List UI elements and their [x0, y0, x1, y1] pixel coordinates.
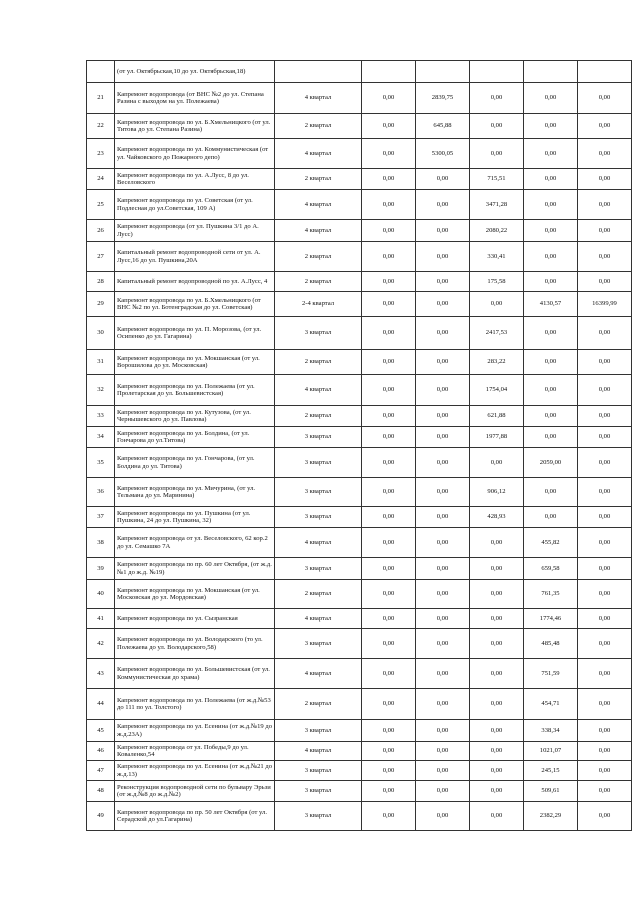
value-cell: 0,00	[524, 242, 578, 272]
table-row	[87, 350, 632, 375]
value-cell: 2080,22	[470, 220, 524, 242]
row-number-cell: 25	[87, 190, 115, 220]
value-cell	[362, 61, 416, 83]
value-cell: 0,00	[578, 629, 632, 659]
value-cell: 0,00	[578, 689, 632, 720]
value-cell: 1977,88	[470, 427, 524, 448]
value-cell: 0,00	[470, 114, 524, 139]
quarter-cell: 3 квартал	[275, 629, 362, 659]
value-cell: 0,00	[362, 169, 416, 190]
table-row	[87, 478, 632, 507]
value-cell: 0,00	[416, 558, 470, 580]
value-cell: 0,00	[362, 242, 416, 272]
row-number-cell: 47	[87, 761, 115, 781]
description-cell: (от ул. Октябрьская,10 до ул. Октябрьская,18)	[115, 61, 275, 83]
quarter-cell: 3 квартал	[275, 761, 362, 781]
quarter-cell: 2 квартал	[275, 580, 362, 609]
description-cell: Капремонт водопровода (от ул. Пушкина 3/1 до А. Лусс)	[115, 220, 275, 242]
quarter-cell: 3 квартал	[275, 427, 362, 448]
value-cell: 0,00	[416, 659, 470, 689]
row-number-cell: 48	[87, 781, 115, 802]
value-cell: 509,61	[524, 781, 578, 802]
value-cell: 761,35	[524, 580, 578, 609]
quarter-cell: 2 квартал	[275, 169, 362, 190]
row-number-cell: 40	[87, 580, 115, 609]
table-row	[87, 802, 632, 831]
value-cell: 0,00	[416, 781, 470, 802]
value-cell: 338,34	[524, 720, 578, 742]
row-number-cell: 32	[87, 375, 115, 406]
value-cell: 0,00	[578, 580, 632, 609]
value-cell: 0,00	[578, 742, 632, 761]
value-cell: 0,00	[416, 528, 470, 558]
row-number-cell: 45	[87, 720, 115, 742]
value-cell: 330,41	[470, 242, 524, 272]
value-cell: 2382,29	[524, 802, 578, 831]
table-row	[87, 220, 632, 242]
row-number-cell: 23	[87, 139, 115, 169]
value-cell: 0,00	[416, 609, 470, 629]
value-cell: 0,00	[362, 350, 416, 375]
row-number-cell	[87, 61, 115, 83]
value-cell: 0,00	[362, 292, 416, 317]
row-number-cell: 28	[87, 272, 115, 292]
value-cell: 0,00	[524, 375, 578, 406]
value-cell: 715,51	[470, 169, 524, 190]
row-number-cell: 27	[87, 242, 115, 272]
value-cell: 0,00	[470, 761, 524, 781]
value-cell: 0,00	[470, 292, 524, 317]
table-row	[87, 317, 632, 350]
value-cell: 0,00	[416, 629, 470, 659]
value-cell: 0,00	[578, 507, 632, 528]
description-cell: Капремонт водопровода по ул. Мокшанская (от ул. Ворошилова до ул. Московская)	[115, 350, 275, 375]
quarter-cell: 2 квартал	[275, 350, 362, 375]
value-cell: 0,00	[416, 448, 470, 478]
quarter-cell: 2 квартал	[275, 242, 362, 272]
value-cell: 0,00	[362, 83, 416, 114]
value-cell: 245,15	[524, 761, 578, 781]
value-cell: 0,00	[470, 742, 524, 761]
value-cell: 0,00	[524, 169, 578, 190]
quarter-cell: 2 квартал	[275, 406, 362, 427]
value-cell: 283,22	[470, 350, 524, 375]
description-cell: Капремонт водопровода от ул. Победы,9 до ул. Коваленко,54	[115, 742, 275, 761]
value-cell: 4130,57	[524, 292, 578, 317]
row-number-cell: 21	[87, 83, 115, 114]
value-cell: 0,00	[578, 659, 632, 689]
value-cell: 0,00	[416, 317, 470, 350]
value-cell: 0,00	[524, 190, 578, 220]
value-cell: 2417,53	[470, 317, 524, 350]
value-cell: 0,00	[416, 478, 470, 507]
value-cell: 0,00	[416, 802, 470, 831]
description-cell: Капремонт водопровода по ул. Есенина (от ж.д.№21 до ж.д.13)	[115, 761, 275, 781]
value-cell: 0,00	[470, 558, 524, 580]
value-cell: 0,00	[362, 580, 416, 609]
value-cell: 0,00	[578, 528, 632, 558]
value-cell: 0,00	[524, 478, 578, 507]
value-cell: 0,00	[362, 478, 416, 507]
value-cell: 454,71	[524, 689, 578, 720]
value-cell: 645,88	[416, 114, 470, 139]
description-cell: Капремонт водопровода по ул. Пушкина (от ул. Пушкина, 24 до ул. Пушкина, 32)	[115, 507, 275, 528]
value-cell: 5300,05	[416, 139, 470, 169]
value-cell: 0,00	[524, 272, 578, 292]
value-cell: 428,93	[470, 507, 524, 528]
row-number-cell: 43	[87, 659, 115, 689]
table-row	[87, 448, 632, 478]
value-cell: 0,00	[470, 580, 524, 609]
value-cell: 0,00	[470, 720, 524, 742]
description-cell: Капремонт водопровода по ул. Есенина (от ж.д.№19 до ж.д.23А)	[115, 720, 275, 742]
value-cell: 0,00	[416, 507, 470, 528]
value-cell: 3471,28	[470, 190, 524, 220]
value-cell: 0,00	[470, 139, 524, 169]
table-row	[87, 580, 632, 609]
value-cell	[470, 61, 524, 83]
description-cell: Капремонт водопровода по ул. Б.Хмельницкого (от ул. Титова до ул. Степана Разина)	[115, 114, 275, 139]
quarter-cell	[275, 61, 362, 83]
description-cell: Капремонт водопровода (от ВНС №2 до ул. Степана Разина с выходом на ул. Полежаева)	[115, 83, 275, 114]
value-cell: 16399,99	[578, 292, 632, 317]
value-cell: 0,00	[524, 406, 578, 427]
description-cell: Капремонт водопровода по ул. Большевистская (от ул. Коммунистическая до храма)	[115, 659, 275, 689]
row-number-cell: 36	[87, 478, 115, 507]
value-cell: 0,00	[362, 558, 416, 580]
value-cell: 0,00	[578, 558, 632, 580]
quarter-cell: 4 квартал	[275, 609, 362, 629]
description-cell: Капремонт водопровода по ул. Володарского (то ул. Полежаева до ул. Володарского,58)	[115, 629, 275, 659]
value-cell: 0,00	[416, 350, 470, 375]
row-number-cell: 37	[87, 507, 115, 528]
row-number-cell: 49	[87, 802, 115, 831]
value-cell: 0,00	[362, 427, 416, 448]
row-number-cell: 34	[87, 427, 115, 448]
value-cell: 0,00	[524, 507, 578, 528]
value-cell: 0,00	[416, 220, 470, 242]
quarter-cell: 2 квартал	[275, 689, 362, 720]
repair-plan-table	[86, 60, 632, 831]
quarter-cell: 4 квартал	[275, 659, 362, 689]
quarter-cell: 3 квартал	[275, 317, 362, 350]
value-cell: 0,00	[578, 242, 632, 272]
description-cell: Капремонт водопровода по пр. 50 лет Октября (от ул. Серадской до ул.Гагарина)	[115, 802, 275, 831]
description-cell: Капремонт водопровода по ул. Советская (от ул. Подлесная до ул.Советская, 109 А)	[115, 190, 275, 220]
value-cell: 0,00	[578, 761, 632, 781]
value-cell: 1754,04	[470, 375, 524, 406]
value-cell: 0,00	[578, 317, 632, 350]
value-cell: 0,00	[416, 190, 470, 220]
value-cell: 0,00	[362, 272, 416, 292]
value-cell: 0,00	[470, 659, 524, 689]
value-cell: 0,00	[362, 609, 416, 629]
value-cell: 0,00	[524, 114, 578, 139]
description-cell: Капремонт водопровода по ул. Кутузова, (от ул. Чернышевского до ул. Павлова)	[115, 406, 275, 427]
value-cell: 0,00	[470, 629, 524, 659]
table-row	[87, 61, 632, 83]
description-cell: Капремонт водопровода по ул. Гончарова, (от ул. Болдина до ул. Титова)	[115, 448, 275, 478]
value-cell: 0,00	[362, 406, 416, 427]
table-row	[87, 659, 632, 689]
value-cell: 0,00	[362, 629, 416, 659]
table-row	[87, 781, 632, 802]
quarter-cell: 3 квартал	[275, 781, 362, 802]
value-cell: 1021,07	[524, 742, 578, 761]
value-cell: 0,00	[362, 761, 416, 781]
table-row	[87, 629, 632, 659]
value-cell	[416, 61, 470, 83]
value-cell: 0,00	[362, 528, 416, 558]
row-number-cell: 41	[87, 609, 115, 629]
value-cell: 0,00	[578, 406, 632, 427]
value-cell: 0,00	[416, 272, 470, 292]
table-row	[87, 139, 632, 169]
value-cell: 0,00	[524, 317, 578, 350]
value-cell: 751,59	[524, 659, 578, 689]
value-cell: 0,00	[578, 720, 632, 742]
value-cell: 0,00	[524, 139, 578, 169]
quarter-cell: 4 квартал	[275, 375, 362, 406]
value-cell: 0,00	[362, 448, 416, 478]
value-cell: 0,00	[416, 169, 470, 190]
value-cell: 621,88	[470, 406, 524, 427]
description-cell: Капремонт водопровода по ул. Полежаева (от ж.д.№53 до 111 по ул. Толстого)	[115, 689, 275, 720]
value-cell: 455,82	[524, 528, 578, 558]
value-cell: 0,00	[362, 220, 416, 242]
table-row	[87, 528, 632, 558]
value-cell: 0,00	[524, 350, 578, 375]
quarter-cell: 3 квартал	[275, 720, 362, 742]
value-cell: 0,00	[362, 317, 416, 350]
row-number-cell: 30	[87, 317, 115, 350]
row-number-cell: 35	[87, 448, 115, 478]
value-cell: 0,00	[362, 659, 416, 689]
value-cell: 906,12	[470, 478, 524, 507]
row-number-cell: 22	[87, 114, 115, 139]
table-row	[87, 114, 632, 139]
quarter-cell: 4 квартал	[275, 190, 362, 220]
quarter-cell: 3 квартал	[275, 478, 362, 507]
quarter-cell: 4 квартал	[275, 139, 362, 169]
table-row	[87, 761, 632, 781]
value-cell: 0,00	[578, 114, 632, 139]
value-cell: 0,00	[362, 190, 416, 220]
value-cell: 0,00	[416, 689, 470, 720]
value-cell: 0,00	[578, 83, 632, 114]
quarter-cell: 3 квартал	[275, 558, 362, 580]
value-cell: 0,00	[470, 802, 524, 831]
value-cell	[578, 61, 632, 83]
value-cell: 2839,75	[416, 83, 470, 114]
row-number-cell: 33	[87, 406, 115, 427]
value-cell: 485,48	[524, 629, 578, 659]
value-cell: 0,00	[578, 802, 632, 831]
description-cell: Капремонт водопровода по ул. Полежаева (от ул. Пролетарская до ул. Большевистская)	[115, 375, 275, 406]
description-cell: Капремонт водопровода по ул. Мокшанская (от ул. Московская до ул. Мордовская)	[115, 580, 275, 609]
row-number-cell: 26	[87, 220, 115, 242]
quarter-cell: 4 квартал	[275, 528, 362, 558]
table-row	[87, 507, 632, 528]
value-cell: 0,00	[524, 220, 578, 242]
value-cell: 0,00	[470, 528, 524, 558]
value-cell	[524, 61, 578, 83]
value-cell: 0,00	[578, 139, 632, 169]
value-cell: 0,00	[524, 83, 578, 114]
quarter-cell: 4 квартал	[275, 83, 362, 114]
table-row	[87, 742, 632, 761]
value-cell: 0,00	[416, 580, 470, 609]
description-cell: Капремонт водопровода по ул. Коммунистическая (от ул. Чайковского до Пожарного депо)	[115, 139, 275, 169]
value-cell: 0,00	[416, 292, 470, 317]
value-cell: 0,00	[578, 350, 632, 375]
value-cell: 0,00	[578, 781, 632, 802]
value-cell: 0,00	[416, 761, 470, 781]
description-cell: Капремонт водопровода по пр. 60 лет Октября, (от ж.д. №1 до ж.д. №19)	[115, 558, 275, 580]
quarter-cell: 2 квартал	[275, 114, 362, 139]
row-number-cell: 44	[87, 689, 115, 720]
description-cell: Капремонт водопровода по ул. Сызранская	[115, 609, 275, 629]
table-row	[87, 609, 632, 629]
value-cell: 0,00	[362, 689, 416, 720]
table-row	[87, 558, 632, 580]
value-cell: 0,00	[362, 720, 416, 742]
table-row	[87, 272, 632, 292]
value-cell: 0,00	[416, 742, 470, 761]
value-cell: 0,00	[470, 781, 524, 802]
value-cell: 0,00	[416, 375, 470, 406]
value-cell: 0,00	[578, 220, 632, 242]
row-number-cell: 29	[87, 292, 115, 317]
value-cell: 0,00	[362, 802, 416, 831]
quarter-cell: 2 квартал	[275, 272, 362, 292]
quarter-cell: 3 квартал	[275, 802, 362, 831]
quarter-cell: 4 квартал	[275, 742, 362, 761]
value-cell: 0,00	[416, 427, 470, 448]
value-cell: 0,00	[416, 720, 470, 742]
value-cell: 0,00	[362, 781, 416, 802]
description-cell: Капремонт водопровода по ул. Болдина, (от ул. Гончарова до ул.Титова)	[115, 427, 275, 448]
value-cell: 0,00	[470, 448, 524, 478]
value-cell: 0,00	[362, 742, 416, 761]
value-cell: 0,00	[578, 272, 632, 292]
value-cell: 0,00	[362, 114, 416, 139]
value-cell: 0,00	[578, 427, 632, 448]
quarter-cell: 3 квартал	[275, 448, 362, 478]
value-cell: 2059,00	[524, 448, 578, 478]
description-cell: Капремонт водопровода по ул. П. Морозова, (от ул. Осипенко до ул. Гагарина)	[115, 317, 275, 350]
row-number-cell: 46	[87, 742, 115, 761]
value-cell: 175,58	[470, 272, 524, 292]
row-number-cell: 31	[87, 350, 115, 375]
table-row	[87, 83, 632, 114]
value-cell: 659,58	[524, 558, 578, 580]
value-cell: 0,00	[578, 190, 632, 220]
description-cell: Капремонт водопровода по ул. Мичурина, (от ул. Тельмана до ул. Маринина)	[115, 478, 275, 507]
row-number-cell: 39	[87, 558, 115, 580]
table-row	[87, 292, 632, 317]
value-cell: 0,00	[578, 169, 632, 190]
table-row	[87, 427, 632, 448]
value-cell: 0,00	[470, 83, 524, 114]
table-row	[87, 375, 632, 406]
table-row	[87, 406, 632, 427]
row-number-cell: 38	[87, 528, 115, 558]
table-row	[87, 720, 632, 742]
description-cell: Капитальный ремонт водопроводной сети от ул. А. Лусс,16 до ул. Пушкина,20А	[115, 242, 275, 272]
row-number-cell: 42	[87, 629, 115, 659]
value-cell: 0,00	[578, 448, 632, 478]
table-row	[87, 190, 632, 220]
quarter-cell: 4 квартал	[275, 220, 362, 242]
value-cell: 1774,46	[524, 609, 578, 629]
quarter-cell: 3 квартал	[275, 507, 362, 528]
description-cell: Капитальный ремонт водопроводной по ул. А.Лусс, 4	[115, 272, 275, 292]
row-number-cell: 24	[87, 169, 115, 190]
quarter-cell: 2-4 квартал	[275, 292, 362, 317]
description-cell: Реконструкция водопроводной сети по бульвару Эрьзи (от ж.д.№8 до ж.д.№2)	[115, 781, 275, 802]
table-row	[87, 689, 632, 720]
value-cell: 0,00	[362, 507, 416, 528]
table-row	[87, 242, 632, 272]
value-cell: 0,00	[362, 375, 416, 406]
value-cell: 0,00	[578, 375, 632, 406]
value-cell: 0,00	[416, 242, 470, 272]
description-cell: Капремонт водопровода по ул. А.Лусс, 8 до ул. Веселовского	[115, 169, 275, 190]
value-cell: 0,00	[416, 406, 470, 427]
value-cell: 0,00	[578, 609, 632, 629]
value-cell: 0,00	[470, 689, 524, 720]
description-cell: Капремонт водопровода по ул. Б.Хмельницкого (от ВНС №2 по ул. Ботенградская до ул. Советская)	[115, 292, 275, 317]
value-cell: 0,00	[524, 427, 578, 448]
value-cell: 0,00	[578, 478, 632, 507]
description-cell: Капремонт водопровода от ул. Веселовского, 62 кор.2 до ул. Семашко 7А	[115, 528, 275, 558]
value-cell: 0,00	[470, 609, 524, 629]
value-cell: 0,00	[362, 139, 416, 169]
table-row	[87, 169, 632, 190]
